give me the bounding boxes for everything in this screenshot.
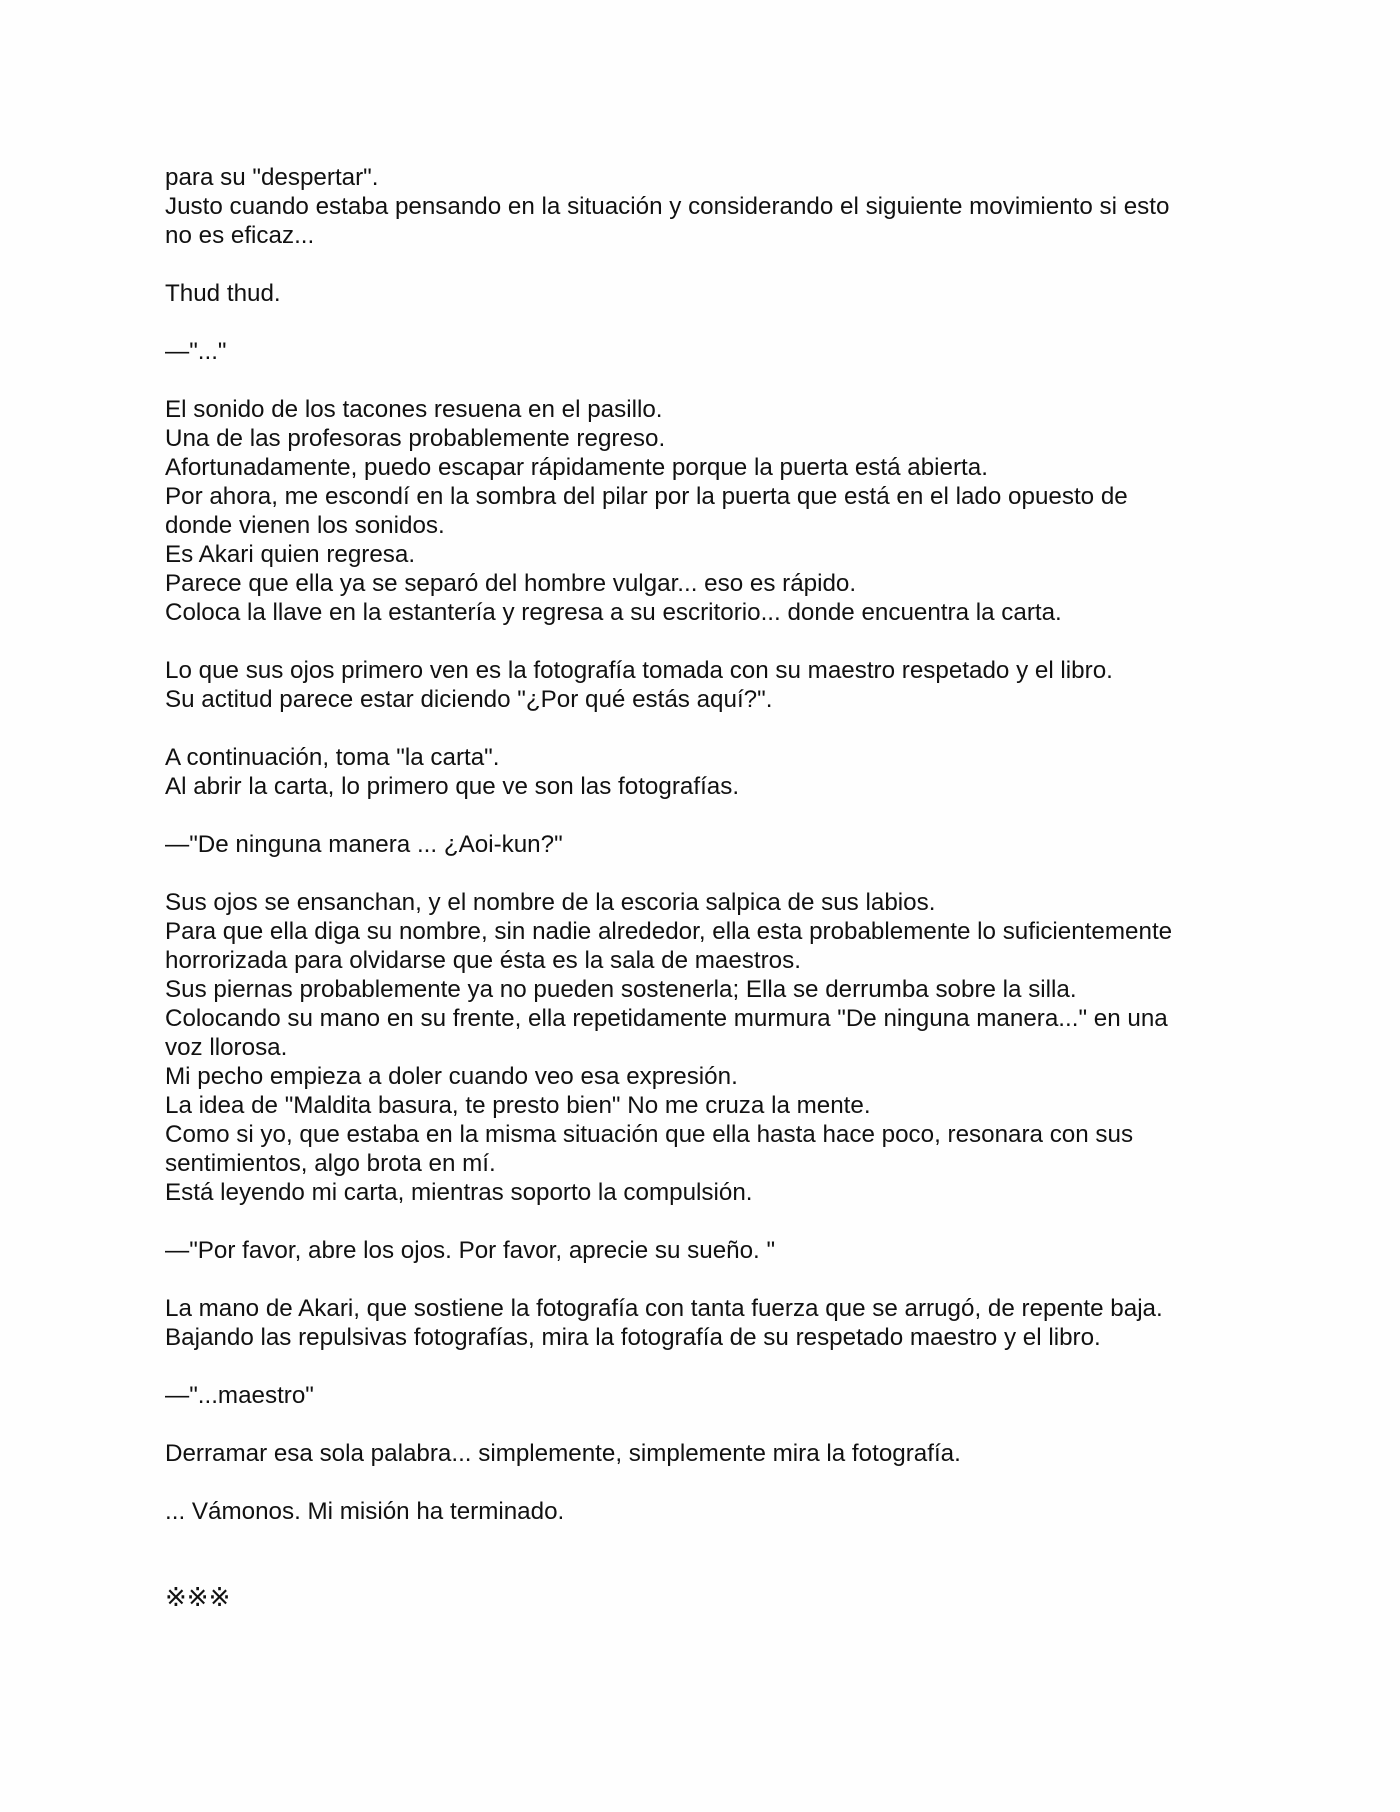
text-line: para su "despertar".	[165, 164, 379, 191]
text-line: sentimientos, algo brota en mí.	[165, 1150, 496, 1177]
paragraph	[165, 1236, 1245, 1265]
text-line: Una de las profesoras probablemente regreso.	[165, 425, 666, 452]
text-line: Es Akari quien regresa.	[165, 541, 416, 568]
text-line: A continuación, toma "la carta".	[165, 744, 500, 771]
paragraph	[165, 1497, 1245, 1526]
text-line: Thud thud.	[165, 280, 281, 307]
text-line: Coloca la llave en la estantería y regresa a su escritorio... donde encuentra la carta.	[165, 599, 1062, 626]
paragraph	[165, 1294, 1245, 1352]
text-line: Sus piernas probablemente ya no pueden sostenerla; Ella se derrumba sobre la silla.	[165, 976, 1077, 1003]
text-line: La idea de "Maldita basura, te presto bien" No me cruza la mente.	[165, 1092, 871, 1119]
text-line: Como si yo, que estaba en la misma situación que ella hasta hace poco, resonara con sus	[165, 1121, 1134, 1148]
text-line: La mano de Akari, que sostiene la fotografía con tanta fuerza que se arrugó, de repente baja.	[165, 1295, 1163, 1322]
section-break-marks: ※※※	[165, 1583, 231, 1613]
paragraph	[165, 830, 1245, 859]
text-line: Colocando su mano en su frente, ella repetidamente murmura "De ninguna manera..." en una	[165, 1005, 1168, 1032]
text-line: voz llorosa.	[165, 1034, 288, 1061]
paragraph	[165, 1439, 1245, 1468]
text-line: —"De ninguna manera ... ¿Aoi-kun?"	[165, 831, 563, 858]
text-line: Afortunadamente, puedo escapar rápidamente porque la puerta está abierta.	[165, 454, 988, 481]
text-line: —"..."	[165, 338, 227, 365]
text-line: Para que ella diga su nombre, sin nadie alrededor, ella esta probablemente lo suficientemente	[165, 918, 1173, 945]
text-line: Por ahora, me escondí en la sombra del pilar por la puerta que está en el lado opuesto de	[165, 483, 1128, 510]
paragraph	[165, 395, 1245, 627]
paragraph	[165, 337, 1245, 366]
text-line: Derramar esa sola palabra... simplemente, simplemente mira la fotografía.	[165, 1440, 961, 1467]
text-line: horrorizada para olvidarse que ésta es la sala de maestros.	[165, 947, 801, 974]
text-line: Justo cuando estaba pensando en la situación y considerando el siguiente movimiento si esto	[165, 193, 1170, 220]
text-line: Está leyendo mi carta, mientras soporto la compulsión.	[165, 1179, 753, 1206]
paragraph	[165, 279, 1245, 308]
paragraph	[165, 888, 1245, 1207]
paragraph	[165, 656, 1245, 714]
paragraph	[165, 1381, 1245, 1410]
text-line: Sus ojos se ensanchan, y el nombre de la escoria salpica de sus labios.	[165, 889, 936, 916]
text-line: Lo que sus ojos primero ven es la fotografía tomada con su maestro respetado y el libro.	[165, 657, 1113, 684]
text-line: El sonido de los tacones resuena en el pasillo.	[165, 396, 663, 423]
document-body	[165, 163, 1245, 1613]
text-line: —"Por favor, abre los ojos. Por favor, aprecie su sueño. "	[165, 1237, 776, 1264]
text-line: Al abrir la carta, lo primero que ve son las fotografías.	[165, 773, 740, 800]
text-line: Su actitud parece estar diciendo "¿Por qué estás aquí?".	[165, 686, 773, 713]
text-line: Bajando las repulsivas fotografías, mira la fotografía de su respetado maestro y el libro.	[165, 1324, 1101, 1351]
text-line: donde vienen los sonidos.	[165, 512, 445, 539]
paragraph	[165, 743, 1245, 801]
text-line: Parece que ella ya se separó del hombre vulgar... eso es rápido.	[165, 570, 857, 597]
text-line: —"...maestro"	[165, 1382, 314, 1409]
text-line: no es eficaz...	[165, 222, 315, 249]
text-line: ... Vámonos. Mi misión ha terminado.	[165, 1498, 565, 1525]
paragraph	[165, 163, 1245, 250]
text-line: Mi pecho empieza a doler cuando veo esa expresión.	[165, 1063, 738, 1090]
